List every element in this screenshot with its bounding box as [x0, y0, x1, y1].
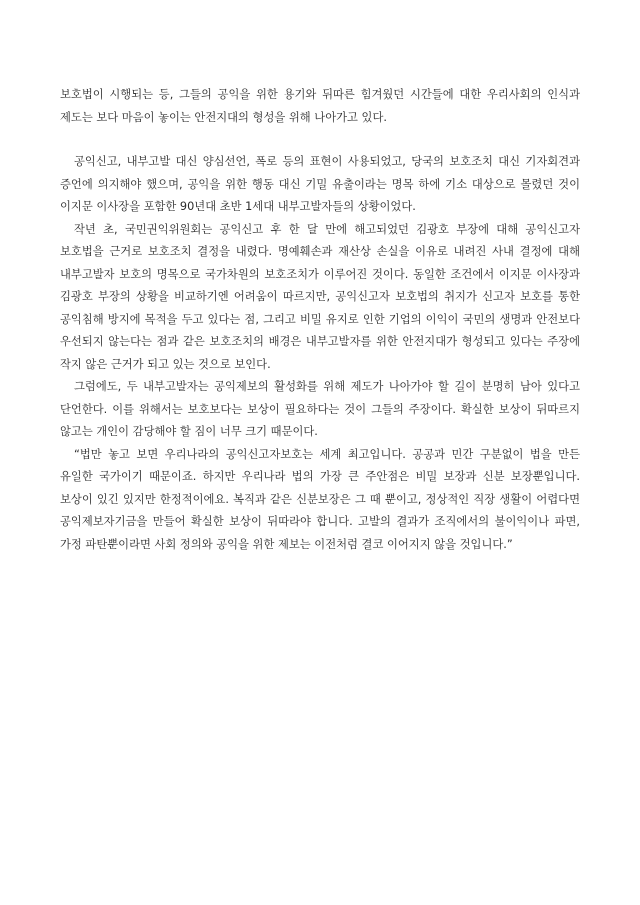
paragraph-first-generation: 공익신고, 내부고발 대신 양심선언, 폭로 등의 표현이 사용되었고, 당국의 보호조치 대신 기자회견과 증언에 의지해야 했으며, 공익을 위한 행동 대신 기밀 유출이라는 명목 하에 기소 대상으로 몰렸던 것이 이지문 이사장을 포함한 90년대 초반 1세대 내부고발자들의 상황이었다.	[60, 155, 580, 213]
paragraph-intro: 보호법이 시행되는 등, 그들의 공익을 위한 용기와 뒤따른 힘겨웠던 시간들에 대한 우리사회의 인식과 제도는 보다 마음이 놓이는 안전지대의 형성을 위해 나아가고 있다.	[60, 88, 580, 124]
paragraph-protection-decision: 작년 초, 국민권익위원회는 공익신고 후 한 달 만에 해고되었던 김광호 부장에 대해 공익신고자 보호법을 근거로 보호조치 결정을 내렸다. 명예훼손과 재산상 손실을 이유로 내려진 사내 결정에 대해 내부고발자 보호의 명목으로 국가차원의 보호조치가 이루어진 것이다. 동일한 조건에서 이지문 이사장과 김광호 부장의 상황을 비교하기엔 어려움이 따르지만, 공익신고자 보호법의 취지가 신고자 보호를 통한 공익침해 방지에 목적을 두고 있다는 점, 그리고 비밀 유지로 인한 기업의 이익이 국민의 생명과 안전보다 우선되지 않는다는 점과 같은 보호조치의 배경은 내부고발자를 위한 안전지대가 형성되고 있다는 주장에 작지 않은 근거가 되고 있는 것으로 보인다.	[60, 222, 580, 371]
paragraph-quote: “법만 놓고 보면 우리나라의 공익신고자보호는 세계 최고입니다. 공공과 민간 구분없이 법을 만든 유일한 국가이기 때문이죠. 하지만 우리나라 법의 가장 큰 주안점은 비밀 보장과 신분 보장뿐입니다. 보상이 있긴 있지만 한정적이에요. 복직과 같은 신분보장은 그 때 뿐이고, 정상적인 직장 생활이 어렵다면 공익제보자기금을 만들어 확실한 보상이 뒤따라야 합니다. 고발의 결과가 조직에서의 불이익이나 파면, 가정 파탄뿐이라면 사회 정의와 공익을 위한 제보는 이전처럼 결코 이어지지 않을 것입니다.”	[60, 447, 580, 551]
document-body	[60, 84, 580, 556]
paragraph-compensation-claim: 그럼에도, 두 내부고발자는 공익제보의 활성화를 위해 제도가 나아가야 할 길이 분명히 남아 있다고 단언한다. 이를 위해서는 보호보다는 보상이 필요하다는 것이 그들의 주장이다. 확실한 보상이 뒤따르지 않고는 개인이 감당해야 할 짐이 너무 크기 때문이다.	[60, 380, 580, 438]
